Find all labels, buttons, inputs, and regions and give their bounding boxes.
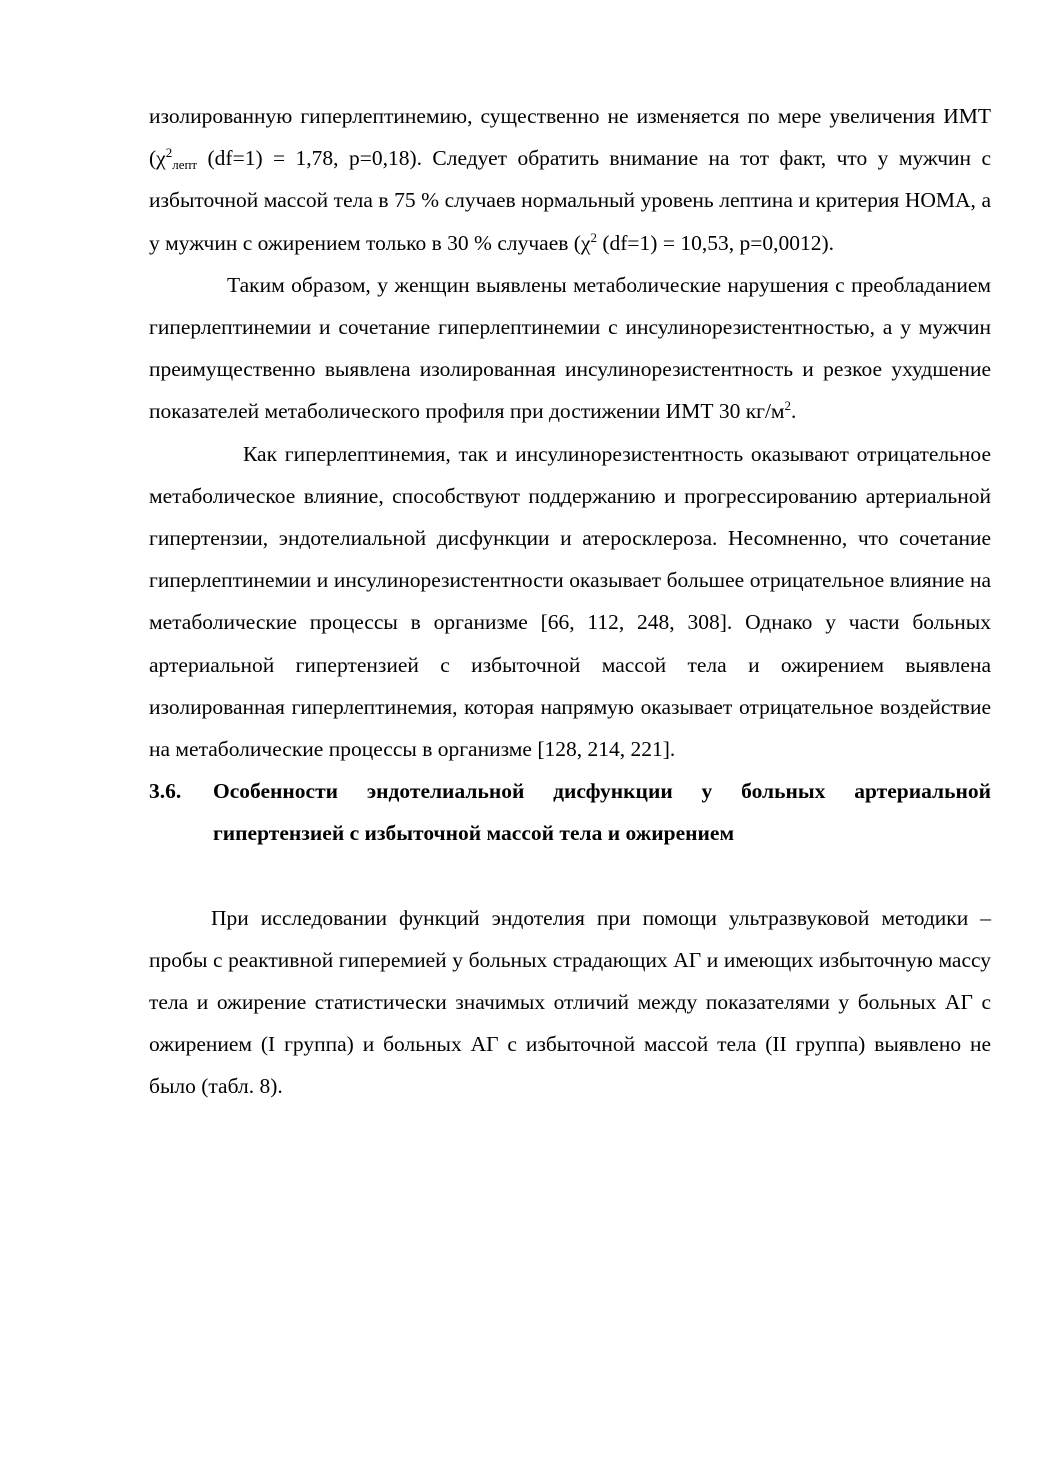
superscript: 2 <box>784 398 792 414</box>
paragraph-text: (df=1) = 10,53, p=0,0012). <box>596 230 834 255</box>
paragraph-endothelium-study: При исследовании функций эндотелия при помощи ультразвуковой методики – пробы с реактивной гиперемией у больных страдающих АГ и имеющих избыточную массу тела и ожирение статистически значимых отличий между показателями у больных АГ с ожирением (I группа) и больных АГ с избыточной массой тела (II группа) выявлено не было (табл. 8). <box>149 905 991 1099</box>
paragraph-text: (df=1) = 1,78, p=0,18). Следует обратить внимание на тот факт, что у мужчин с избыточной массой тела в 75 % случаев нормальный уровень лептина и критерия НОМА, а у мужчин с ожирением только в 30 % случаев (χ <box>149 146 991 255</box>
paragraph-metabolic-influence: Как гиперлептинемия, так и инсулинорезистентность оказывают отрицательное метаболическое влияние, способствуют поддержанию и прогрессированию артериальной гипертензии, эндотелиальной дисфункции и атеросклероза. Несомненно, что сочетание гиперлептинемии и инсулинорезистентности оказывает большее отрицательное влияние на метаболические процессы в организме [66, 112, 248, 308]. Однако у части больных артериальной гипертензией с избыточной массой тела и ожирением выявлена изолированная гиперлептинемия, которая напрямую оказывает отрицательное воздействие на метаболические процессы в организме [128, 214, 221]. <box>149 441 991 762</box>
paragraph-text: Таким образом, у женщин выявлены метаболические нарушения с преобладанием гиперлептинемии и сочетание гиперлептинемии с инсулинорезистентностью, а у мужчин преимущественно выявлена изолированная инсулинорезистентность и резкое ухудшение показателей метаболического профиля при достижении ИМТ 30 кг/м <box>149 272 991 424</box>
section-number: 3.6. <box>149 779 182 804</box>
blank-line <box>149 855 991 897</box>
chi-square-leptin-index <box>166 137 197 179</box>
paragraph-text: . <box>791 399 797 424</box>
superscript: 2 <box>165 145 173 161</box>
section-title: Особенности эндотелиальной дисфункции у больных артериальной гипертензией с избыточной массой тела и ожирением <box>213 779 991 846</box>
section-heading <box>149 770 991 854</box>
paragraph-text: изолированную гиперлептинемию, существенно не изменяется по мере увеличения ИМТ (χ <box>149 104 991 171</box>
subscript: лепт <box>172 157 198 173</box>
superscript: 2 <box>590 229 597 245</box>
document-page <box>149 95 991 1108</box>
paragraph-summary <box>149 264 991 433</box>
paragraph-bmi-leptin <box>149 95 991 264</box>
